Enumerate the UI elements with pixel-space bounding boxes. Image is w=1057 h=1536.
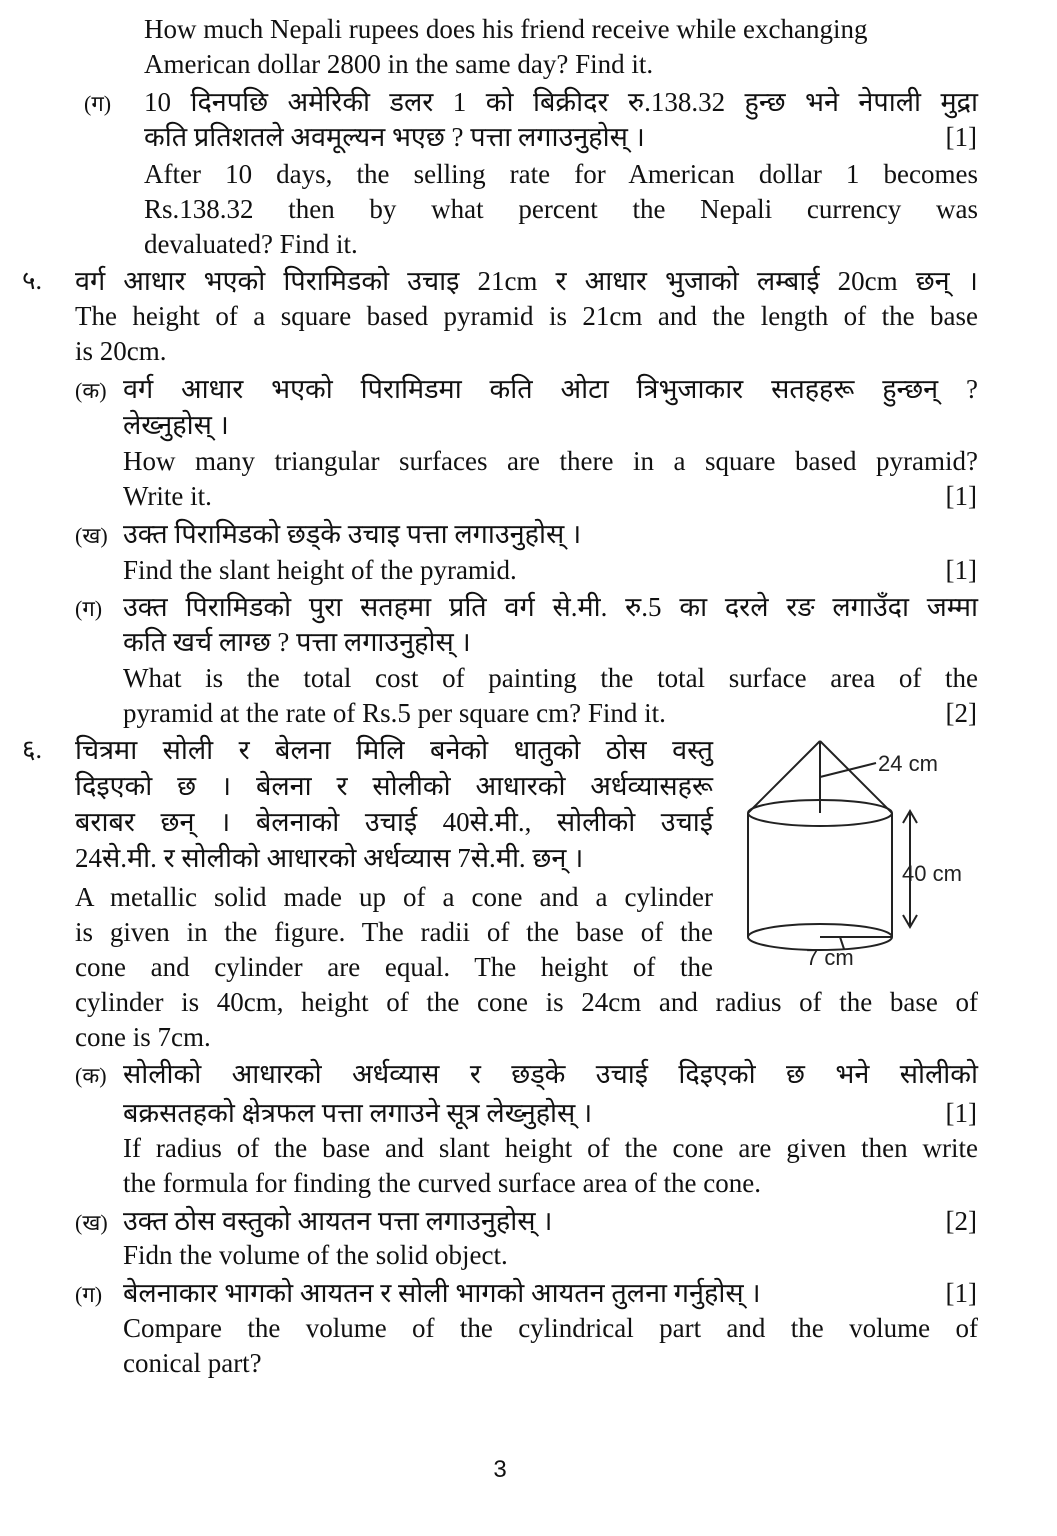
q6-b-english-line1: Fidn the volume of the solid object. [123, 1240, 508, 1270]
q6-a-nepali-line2: बक्रसतहको क्षेत्रफल पत्ता लगाउने सूत्र लेख्नुहोस् । [123, 1098, 593, 1128]
q6-b-label: (ख) [75, 1210, 108, 1235]
q6-b-nepali-line1: उक्त ठोस वस्तुको आयतन पत्ता लगाउनुहोस् । [123, 1206, 553, 1236]
q5-c-nepali-line2: कति खर्च लाग्छ ? पत्ता लगाउनुहोस् । [123, 627, 471, 657]
q6-a-english-line2: the formula for finding the curved surface area of the cone. [123, 1168, 761, 1198]
q4-c-nepali-line2: कति प्रतिशतले अवमूल्यन भएछ ? पत्ता लगाउनुहोस् । [144, 122, 645, 152]
q6-english-line5: cone is 7cm. [75, 1022, 211, 1052]
q5-a-english-line1: How many triangular surfaces are there in a square based pyramid? [123, 446, 978, 476]
q4-c-english-line2: Rs.138.32 then by what percent the Nepali currency was [144, 194, 978, 224]
q5-a-label: (क) [75, 378, 107, 403]
cone-label-leader [820, 763, 876, 777]
q4-c-nepali-line1: 10 दिनपछि अमेरिकी डलर 1 को बिक्रीदर रु.138.32 हुन्छ भने नेपाली मुद्रा [144, 87, 978, 117]
q5-c-marks: [2] [945, 698, 977, 728]
q5-c-english-line1: What is the total cost of painting the total surface area of the [123, 663, 978, 693]
q6-b-marks: [2] [945, 1206, 977, 1236]
q6-english-line2: is given in the figure. The radii of the base of the [75, 917, 713, 947]
q4-c-marks: [1] [945, 122, 977, 152]
q6-nepali-line2: दिइएको छ । बेलना र सोलीको आधारको अर्धव्यासहरू [75, 771, 713, 801]
cone-height-label: 24 cm [878, 751, 938, 776]
q5-b-nepali-line1: उक्त पिरामिडको छड्के उचाइ पत्ता लगाउनुहोस् । [123, 519, 582, 549]
q6-c-english-line2: conical part? [123, 1348, 262, 1378]
q4-c-label: (ग) [84, 91, 112, 116]
cylinder-height-label: 40 cm [902, 861, 962, 886]
q4-intro-line2: American dollar 2800 in the same day? Find it. [144, 49, 654, 79]
q5-b-english-line1: Find the slant height of the pyramid. [123, 555, 517, 585]
cone-cylinder-figure [740, 735, 990, 975]
q5-c-english-line2: pyramid at the rate of Rs.5 per square cm? Find it. [123, 698, 666, 728]
q5-c-label: (ग) [75, 596, 103, 621]
q4-intro-line1: How much Nepali rupees does his friend receive while exchanging [144, 14, 868, 44]
q6-c-marks: [1] [945, 1278, 977, 1308]
q6-nepali-line3: बराबर छन् । बेलनाको उचाई 40से.मी., सोलीको उचाई [75, 807, 713, 837]
q5-c-nepali-line1: उक्त पिरामिडको पुरा सतहमा प्रति वर्ग से.मी. रु.5 का दरले रङ लगाउँदा जम्मा [123, 592, 978, 622]
q4-c-english-line1: After 10 days, the selling rate for American dollar 1 becomes [144, 159, 978, 189]
q6-c-nepali-line1: बेलनाकार भागको आयतन र सोली भागको आयतन तुलना गर्नुहोस् । [123, 1278, 761, 1308]
q6-english-line3: cone and cylinder are equal. The height of the [75, 952, 713, 982]
radius-label: 7 cm [806, 945, 854, 970]
q5-b-marks: [1] [945, 555, 977, 585]
q4-c-english-line3: devaluated? Find it. [144, 229, 358, 259]
q5-a-marks: [1] [945, 481, 977, 511]
q5-english-line2: is 20cm. [75, 336, 167, 366]
page-number: 3 [493, 1456, 507, 1483]
q5-b-label: (ख) [75, 523, 108, 548]
q6-a-nepali-line1: सोलीको आधारको अर्धव्यास र छड्के उचाई दिइएको छ भने सोलीको [123, 1059, 978, 1089]
q6-english-line1: A metallic solid made up of a cone and a cylinder [75, 882, 713, 912]
q6-a-marks: [1] [945, 1098, 977, 1128]
q6-english-line4: cylinder is 40cm, height of the cone is 24cm and radius of the base of [75, 987, 978, 1017]
q6-a-label: (क) [75, 1063, 107, 1088]
q6-c-english-line1: Compare the volume of the cylindrical part and the volume of [123, 1313, 978, 1343]
q5-number: ५. [22, 266, 43, 295]
q6-number: ६. [22, 735, 43, 764]
q5-english-line1: The height of a square based pyramid is 21cm and the length of the base [75, 301, 978, 331]
q5-a-nepali-line2: लेख्नुहोस् । [123, 410, 229, 440]
q6-c-label: (ग) [75, 1282, 103, 1307]
q6-nepali-line4: 24से.मी. र सोलीको आधारको अर्धव्यास 7से.मी. छन् । [75, 843, 584, 873]
q6-a-english-line1: If radius of the base and slant height of the cone are given then write [123, 1133, 978, 1163]
q5-a-english-line2: Write it. [123, 481, 212, 511]
q5-a-nepali-line1: वर्ग आधार भएको पिरामिडमा कति ओटा त्रिभुजाकार सतहहरू हुन्छन् ? [123, 374, 978, 404]
q5-nepali-line1: वर्ग आधार भएको पिरामिडको उचाइ 21cm र आधार भुजाको लम्बाई 20cm छन् । [75, 266, 978, 296]
q6-nepali-line1: चित्रमा सोली र बेलना मिलि बनेको धातुको ठोस वस्तु [75, 735, 713, 765]
